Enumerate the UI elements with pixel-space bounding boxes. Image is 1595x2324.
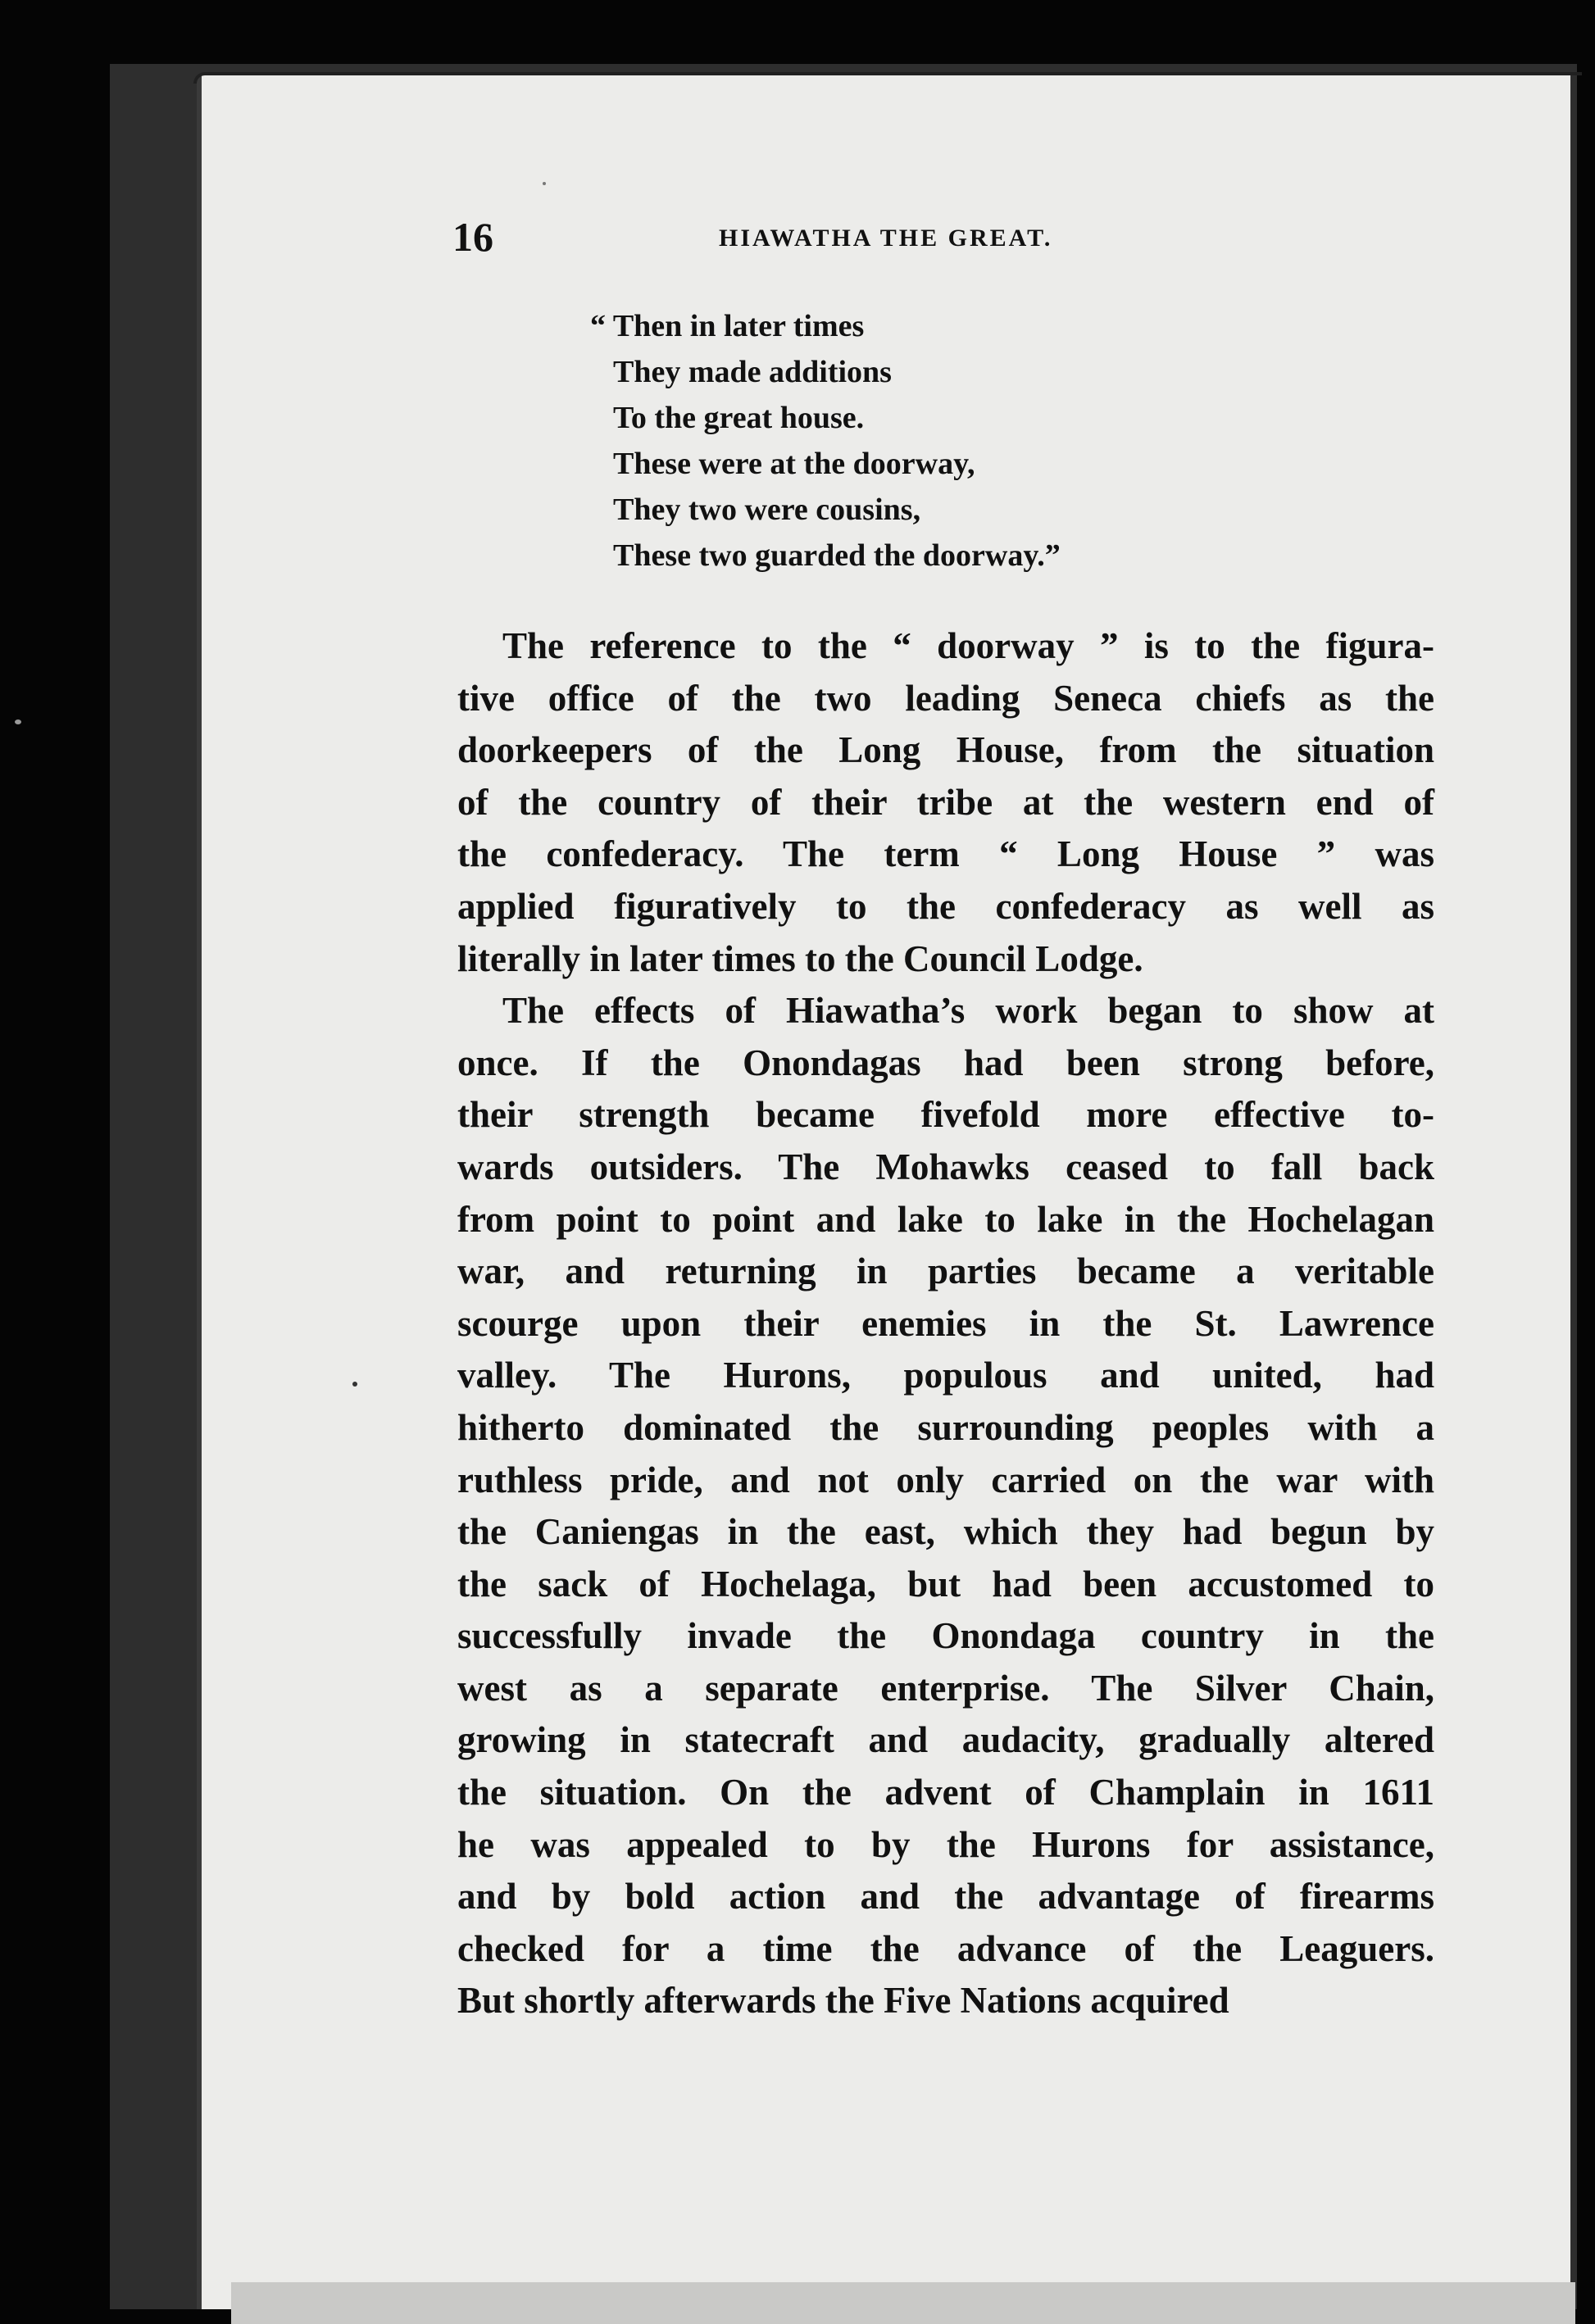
text-line: applied figuratively to the confederacy as well as: [457, 885, 1434, 927]
text-line: once. If the Onondagas had been strong before,: [457, 1042, 1434, 1083]
text-line: the confederacy. The term “ Long House ” was: [457, 833, 1434, 875]
verse-line: They made additions: [613, 355, 892, 389]
page-number: 16: [452, 214, 493, 260]
text-line: The effects of Hiawatha’s work began to show at: [502, 990, 1434, 1032]
text-line: checked for a time the advance of the Leaguers.: [457, 1927, 1434, 1969]
text-line: from point to point and lake to lake in the Hochelagan: [457, 1198, 1434, 1240]
body-text: [457, 620, 1434, 2027]
verse-quotation: [590, 303, 1433, 579]
text-line: and by bold action and the advantage of firearms: [457, 1876, 1434, 1918]
text-line: hitherto dominated the surrounding peoples with a: [457, 1406, 1434, 1448]
text-line: the sack of Hochelaga, but had been accustomed to: [457, 1563, 1434, 1605]
text-line: doorkeepers of the Long House, from the situation: [457, 729, 1434, 771]
scan-speck: [15, 719, 21, 724]
text-line: tive office of the two leading Seneca chiefs as the: [457, 677, 1434, 719]
verse-line: These were at the doorway,: [613, 447, 975, 481]
page-edge: [193, 72, 1582, 84]
page-header: [452, 213, 1436, 279]
text-line: wards outsiders. The Mohawks ceased to fall back: [457, 1146, 1434, 1187]
verse-line: They two were cousins,: [613, 492, 921, 527]
text-line: scourge upon their enemies in the St. Lawrence: [457, 1302, 1434, 1344]
text-line: The reference to the “ doorway ” is to the figura-: [502, 625, 1434, 666]
text-line: their strength became fivefold more effective to-: [457, 1094, 1434, 1136]
running-title: HIAWATHA THE GREAT.: [719, 225, 1053, 252]
paragraph-1: [457, 620, 1434, 985]
verse-line: These two guarded the doorway.”: [613, 538, 1061, 573]
text-line: But shortly afterwards the Five Nations acquired: [457, 1980, 1229, 2022]
text-line: the situation. On the advent of Champlain in 1611: [457, 1772, 1434, 1813]
verse-line: To the great house.: [613, 401, 865, 435]
text-line: he was appealed to by the Hurons for assistance,: [457, 1823, 1434, 1865]
verse-line: “ Then in later times: [590, 309, 865, 343]
text-line: of the country of their tribe at the western end of: [457, 781, 1434, 823]
text-line: ruthless pride, and not only carried on the war with: [457, 1459, 1434, 1500]
text-line: valley. The Hurons, populous and united, had: [457, 1355, 1434, 1396]
text-line: west as a separate enterprise. The Silver Chain,: [457, 1667, 1434, 1709]
page-bottom-edge: [231, 2282, 1575, 2324]
scan-speck: [352, 1382, 357, 1387]
text-line: successfully invade the Onondaga country in the: [457, 1615, 1434, 1657]
text-line: the Caniengas in the east, which they had begun by: [457, 1511, 1434, 1553]
paragraph-2: [457, 985, 1434, 2027]
text-line: growing in statecraft and audacity, gradually altered: [457, 1719, 1434, 1761]
text-line: war, and returning in parties became a veritable: [457, 1251, 1434, 1292]
scan-speck: [543, 182, 546, 185]
text-line: literally in later times to the Council Lodge.: [457, 937, 1143, 979]
